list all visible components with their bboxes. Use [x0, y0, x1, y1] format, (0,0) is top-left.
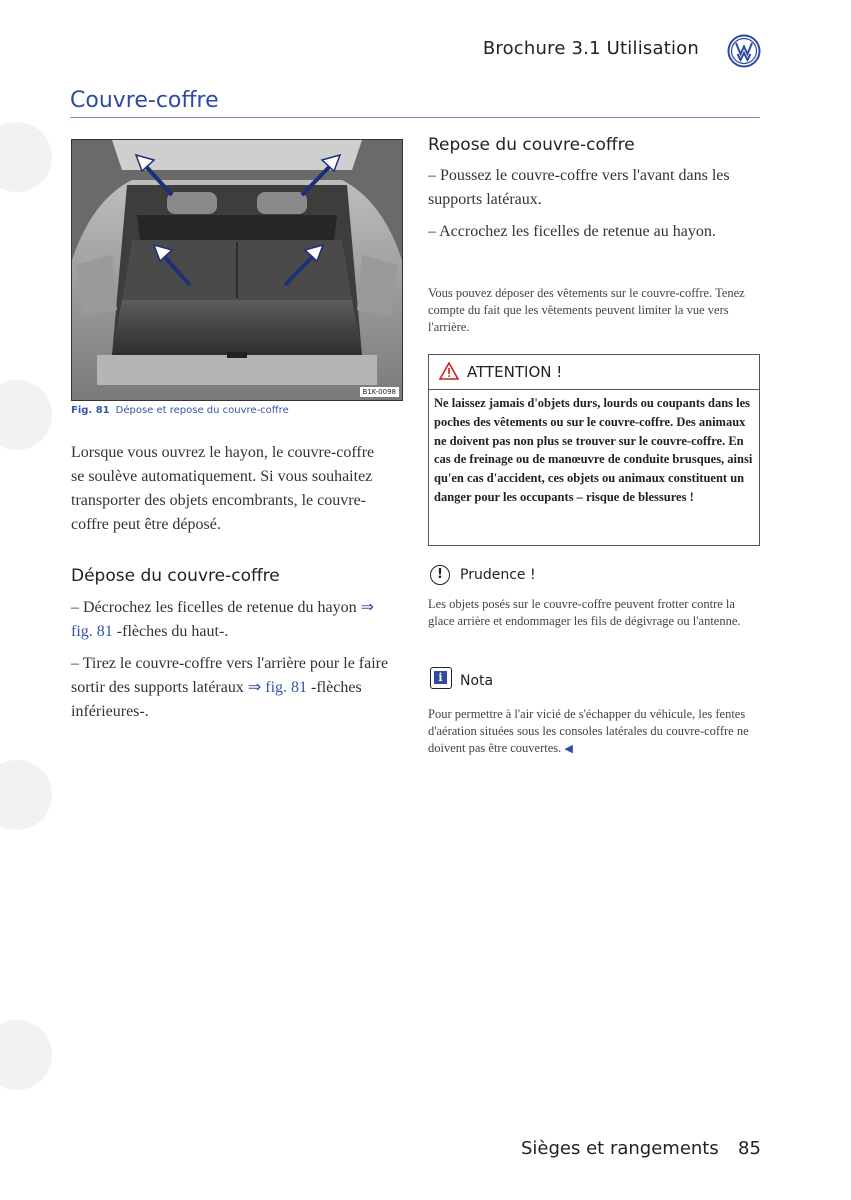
- install-heading: Repose du couvre-coffre: [428, 135, 635, 155]
- remove-step-1-text: – Décrochez les ficelles de retenue du hayon: [71, 599, 361, 616]
- caution-icon: !: [430, 565, 450, 585]
- install-step-2: – Accrochez les ficelles de retenue au hayon.: [428, 223, 716, 240]
- page-number: 85: [738, 1138, 761, 1159]
- install-step-1: – Poussez le couvre-coffre vers l'avant dans les supports latéraux.: [428, 167, 730, 208]
- attention-label: ATTENTION !: [467, 363, 563, 381]
- trunk-illustration: [72, 140, 402, 400]
- trunk-figure: [71, 139, 403, 401]
- info-icon: i: [430, 667, 452, 689]
- binding-hole: [0, 380, 52, 450]
- binding-hole: [0, 1020, 52, 1090]
- caution-label: Prudence !: [460, 567, 536, 583]
- caution-text: Les objets posés sur le couvre-coffre peuvent frotter contre la glace arrière et endommager les fils de dégivrage ou l'antenne.: [428, 597, 741, 628]
- running-head: Brochure 3.1 Utilisation: [482, 38, 699, 59]
- end-marker-icon: ◀: [564, 743, 573, 755]
- attention-header: [429, 355, 759, 390]
- note-text: [428, 706, 758, 758]
- warning-triangle-icon: [439, 362, 459, 380]
- attention-text: Ne laissez jamais d'objets durs, lourds ou coupants dans les poches des vêtements ou sur le couvre-coffre. Des animaux ne doivent pas non plus se trouver sur le couvre-coffre. En cas de freinage ou de manœuvre de conduite brusques, ainsi qu'en cas d'accident, ces objets ou animaux constituent un danger pour les occupants – risque de blessures !: [434, 396, 753, 504]
- remove-step-2-text: – Tirez le couvre-coffre vers l'arrière pour le faire sortir des supports latéraux: [71, 655, 389, 696]
- remove-heading: Dépose du couvre-coffre: [71, 566, 280, 586]
- title-divider: [70, 117, 760, 118]
- remove-step-1: [71, 596, 391, 644]
- section-title: Couvre-coffre: [70, 88, 219, 113]
- figure-reference-link[interactable]: ⇒ fig. 81: [71, 599, 375, 640]
- remove-step-1-suffix: -flèches du haut-.: [112, 623, 229, 640]
- figure-number: Fig. 81: [71, 405, 110, 416]
- attention-box: [428, 354, 760, 546]
- figure-reference-link[interactable]: ⇒ fig. 81: [247, 679, 308, 696]
- note-label: Nota: [460, 673, 494, 689]
- figure-code: B1K-0098: [360, 387, 399, 397]
- vw-logo-icon: [727, 34, 761, 68]
- remove-step-2: [71, 652, 401, 724]
- install-note: Vous pouvez déposer des vêtements sur le couvre-coffre. Tenez compte du fait que les vêtements peuvent limiter la vue vers l'arrière.: [428, 286, 745, 334]
- intro-paragraph: Lorsque vous ouvrez le hayon, le couvre-coffre se soulève automatiquement. Si vous souhaitez transporter des objets encombrants, le couvre-coffre peut être déposé.: [71, 444, 375, 533]
- figure-caption: [71, 405, 289, 416]
- remove-step-2-suffix: -flèches inférieures-.: [71, 679, 362, 720]
- note-body: Pour permettre à l'air vicié de s'échapper du véhicule, les fentes d'aération situées sous les consoles latérales du couvre-coffre ne doivent pas être couvertes.: [428, 707, 749, 755]
- binding-hole: [0, 760, 52, 830]
- figure-caption-text: Dépose et repose du couvre-coffre: [115, 405, 289, 416]
- footer-section-title: Sièges et rangements: [521, 1138, 719, 1159]
- binding-hole: [0, 122, 52, 192]
